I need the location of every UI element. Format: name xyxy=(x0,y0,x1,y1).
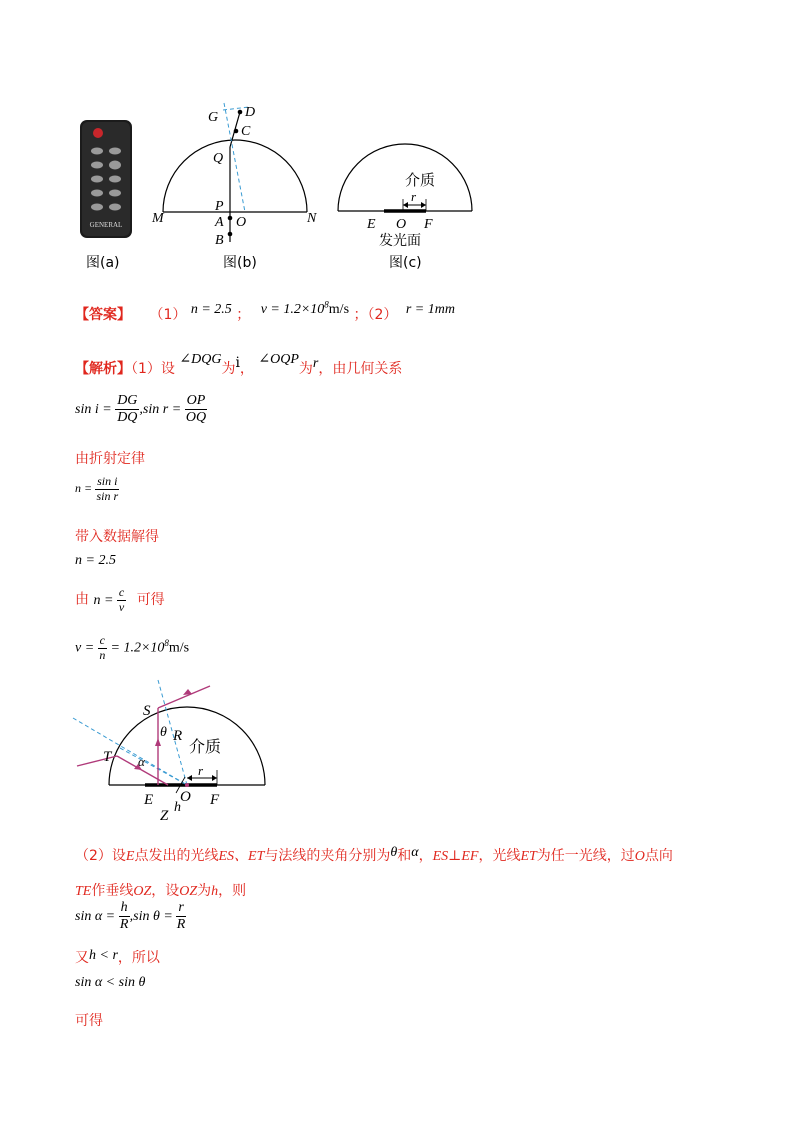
label-O: O xyxy=(236,215,247,230)
remote-control-image xyxy=(78,118,134,240)
answer-line xyxy=(75,299,455,324)
label-R: R xyxy=(173,728,183,744)
eq-sin-alpha-theta: sin α = $\frac{h}{R}$ ,sin θ = $\frac{r}{R}$ xyxy=(75,900,186,933)
symbol-r: r xyxy=(312,356,319,371)
substitute-text: 带入数据解得 xyxy=(75,529,159,545)
eq-sin-i-sin-r: sin i = $\frac{DG}{DQ}$ ,sin r = $\frac{OP}{OQ}$ xyxy=(75,393,207,426)
label-S: S xyxy=(143,703,151,719)
figure-d xyxy=(70,678,280,823)
keyi-text: 可得 xyxy=(75,1013,103,1029)
refraction-law-text: 由折射定律 xyxy=(75,451,145,467)
figure-c xyxy=(330,130,480,252)
label-N: N xyxy=(307,211,317,226)
label-C: C xyxy=(241,124,251,139)
label-E-d: E xyxy=(144,792,154,808)
analysis-tail: ，由几何关系 xyxy=(318,361,403,377)
h-lt-r-line: 又h < r，所以 xyxy=(75,948,160,966)
label-P: P xyxy=(215,199,224,214)
answer-part1: （1） xyxy=(149,307,187,323)
label-theta: θ xyxy=(160,725,167,740)
text-wei2: 为 xyxy=(298,361,313,377)
label-G: G xyxy=(208,110,219,125)
answer-r: r = 1mm xyxy=(405,302,455,317)
text-comma: ， xyxy=(239,361,254,377)
label-B: B xyxy=(215,233,224,248)
symbol-i: i xyxy=(235,355,240,371)
eq-v-value: v = $\frac{c}{n}$ = $1.2\times 10^8m/s$ xyxy=(75,633,190,662)
medium-label-d: 介质 xyxy=(189,739,222,756)
figure-a-caption: 图(a) xyxy=(86,255,120,271)
label-T: T xyxy=(103,749,112,765)
label-F-d: F xyxy=(210,792,220,808)
angle-oqp: ∠OQP xyxy=(258,352,299,367)
figure-c-caption: 图(c) xyxy=(389,255,422,271)
answer-v: $v = 1.2\times 10^8m/s$ xyxy=(260,299,350,317)
eq-sin-inequality: sin α < sin θ xyxy=(75,975,146,990)
label-F: F xyxy=(424,217,433,232)
figure-b xyxy=(150,98,330,250)
answer-tag: 【答案】 xyxy=(75,307,131,323)
label-M: M xyxy=(152,211,164,226)
part2-paragraph: （2）设E点发出的光线ES、ET与法线的夹角分别为θ和α，ES⊥EF，光线ET为任一光线，过O点向 TE作垂线OZ，设OZ为h，则 xyxy=(75,845,673,899)
analysis-tag: 【解析】 xyxy=(75,361,131,377)
figure-b-caption: 图(b) xyxy=(223,255,257,271)
label-A: A xyxy=(215,215,224,230)
eq-n-value: n = 2.5 xyxy=(75,553,116,568)
label-O-d: O xyxy=(180,789,191,805)
answer-sep2: ；（2） xyxy=(353,307,398,323)
label-alpha: α xyxy=(138,754,145,769)
answer-n: n = 2.5 xyxy=(190,302,232,317)
label-h: h xyxy=(174,800,181,815)
label-r: r xyxy=(411,189,417,204)
eq-n-c-v-line: 由 n = $\frac{c}{v}$ 可得 xyxy=(75,585,165,614)
angle-dqg: ∠DQG xyxy=(179,352,222,367)
label-O: O xyxy=(396,217,407,232)
emitting-surface-label: 发光面 xyxy=(379,234,421,249)
label-Z: Z xyxy=(160,808,169,823)
medium-label: 介质 xyxy=(405,173,436,189)
analysis-intro-line xyxy=(75,352,403,378)
label-r-d: r xyxy=(198,763,204,778)
label-Q: Q xyxy=(213,151,224,166)
label-E: E xyxy=(367,217,376,232)
label-D: D xyxy=(245,105,256,120)
remote-brand-label: GENERAL xyxy=(89,221,123,229)
answer-sep1: ； xyxy=(236,307,251,323)
text-wei: 为 xyxy=(221,361,236,377)
eq-n-ratio: n = $\frac{\text{sin i}}{\text{sin r}}$ xyxy=(75,474,119,503)
analysis-intro: （1）设 xyxy=(131,361,175,377)
figure-a xyxy=(78,118,134,240)
